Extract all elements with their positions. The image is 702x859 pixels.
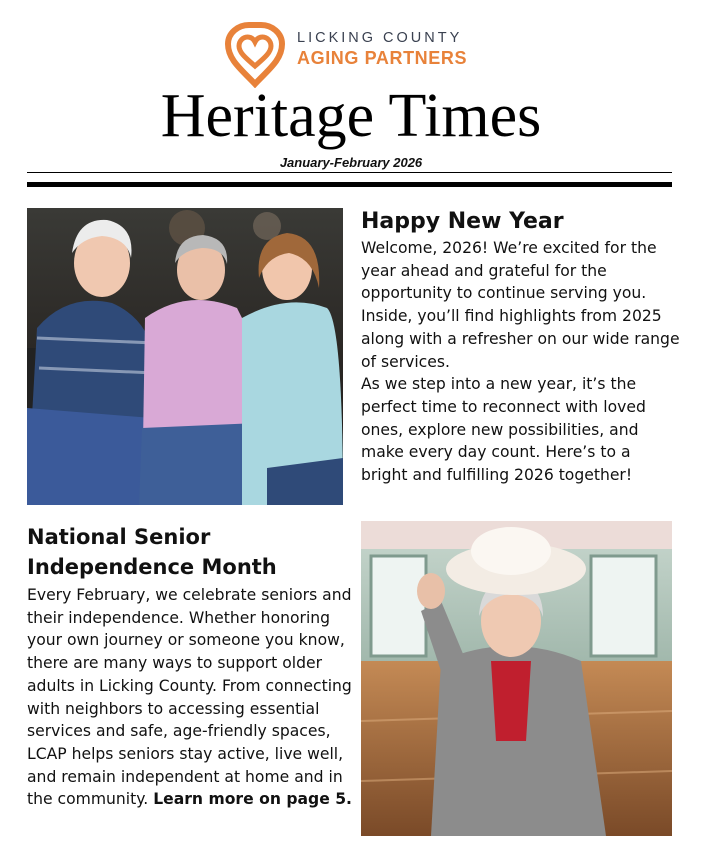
three-women-photo (27, 208, 343, 505)
heart-pin-icon (222, 22, 288, 88)
senior-independence-text: Every February, we celebrate seniors and their independence. Whether honoring your own journey or someone you know, there are many ways to support older adults in Licking County. From connecting with neighbors to accessing essential services and safe, age-friendly spaces, LCAP helps seniors stay active, live well, and remain independent at home and in the community. (27, 586, 352, 809)
senior-independence-heading: National Senior Independence Month (27, 525, 277, 579)
senior-independence-body (27, 584, 357, 811)
org-logo (222, 22, 482, 88)
learn-more-link[interactable]: Learn more on page 5. (153, 790, 352, 809)
issue-date: January-February 2026 (279, 155, 423, 170)
happy-new-year-heading: Happy New Year (361, 209, 564, 234)
happy-new-year-paragraph-2: As we step into a new year, it’s the perfect time to reconnect with loved ones, explore new possibilities, and make every day count. Here’s to a bright and fulfilling 2026 together! (361, 375, 646, 485)
happy-new-year-paragraph-1: Welcome, 2026! We’re excited for the year ahead and grateful for the opportunity to continue serving you. Inside, you’ll find highlights from 2025 along with a refresher on our wide range of services. (361, 239, 680, 371)
org-name-line2: AGING PARTNERS (297, 48, 468, 68)
masthead-divider-thick (27, 182, 672, 187)
woman-waving-photo (361, 521, 672, 836)
masthead-divider-thin (27, 172, 672, 173)
org-name-line1: LICKING COUNTY (297, 30, 463, 46)
newsletter-title: Heritage Times (160, 82, 542, 150)
happy-new-year-body (361, 237, 681, 487)
